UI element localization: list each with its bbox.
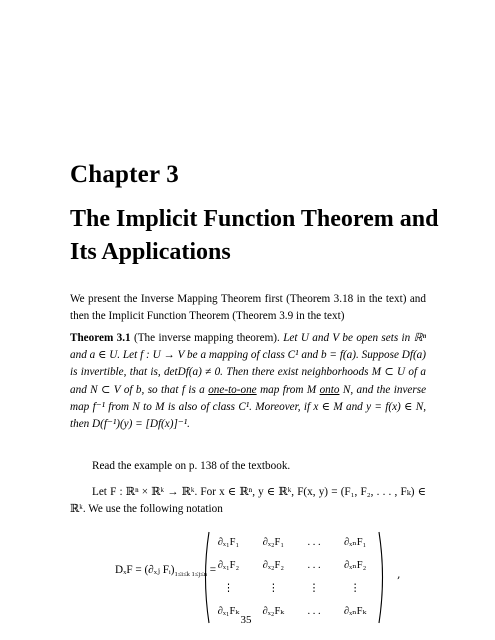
lhs-expression: DₓF = (∂ₓⱼ Fᵢ) — [115, 564, 175, 576]
theorem-underline-2: onto — [319, 383, 340, 396]
theorem-underline-1: one-to-one — [208, 383, 257, 396]
matrix-cell: ∂ₓₙF₂ — [343, 560, 367, 572]
chapter-title: The Implicit Function Theorem and Its Applications — [70, 206, 439, 265]
theorem-block — [70, 330, 426, 433]
jacobian-matrix — [209, 532, 375, 622]
notation-paragraph: Let F : ℝⁿ × ℝᵏ → ℝᵏ. For x ∈ ℝⁿ, y ∈ ℝᵏ, F(x, y) = (F₁, F₂, . . . , Fₖ) ∈ ℝᵏ. We use the following notation — [70, 486, 426, 516]
read-example-paragraph: Read the example on p. 138 of the textbook. — [92, 460, 291, 472]
matrix-cell: . . . — [307, 537, 321, 549]
theorem-body-2: map from M — [260, 383, 317, 396]
jacobian-equation — [115, 530, 415, 625]
matrix-right-paren — [377, 530, 387, 625]
intro-paragraph: We present the Inverse Mapping Theorem first (Theorem 3.18 in the text) and then the Implicit Function Theorem (Theorem 3.9 in the text) — [70, 293, 426, 323]
matrix-cell: . . . — [307, 605, 321, 617]
matrix-cell: ∂ₓₙFₖ — [343, 605, 367, 617]
matrix-cell: ∂ₓ₁F₁ — [217, 537, 240, 549]
chapter-label: Chapter 3 — [70, 161, 179, 188]
lhs-subscript: 1≤i≤k 1≤j≤n — [174, 571, 207, 578]
matrix-cell: ∂ₓ₂F₂ — [262, 560, 285, 572]
theorem-name: (The inverse mapping theorem). — [134, 332, 280, 344]
theorem-body-3: N, and the inverse map f⁻¹ from N to M is also of class C¹. Moreover, if x ∈ M and y = f(x) ∈ N, then D(f⁻¹)(y) = [Df(x)]⁻¹. — [70, 383, 427, 431]
theorem-body-1: Let U and V be open sets in ℝⁿ and a ∈ U. Let f : U → V be a mapping of class C¹ and b = f(a). Suppose Df(a) is invertible, that is, detDf(a) ≠ 0. Then there exist neighborhoods M ⊂ U of a and N ⊂ V of b, so that f is a — [70, 332, 426, 396]
matrix-cell: . . . — [307, 560, 321, 572]
matrix-cell: ⋮ — [349, 582, 361, 594]
matrix-cell: ⋮ — [268, 582, 279, 594]
matrix-cell: ⋮ — [223, 582, 234, 594]
matrix-cell: ∂ₓ₂F₁ — [262, 537, 285, 549]
equation-comma: , — [397, 568, 401, 581]
theorem-number: Theorem 3.1 — [70, 332, 131, 344]
matrix-cell: ⋮ — [308, 582, 320, 594]
page-number: 35 — [240, 614, 252, 626]
matrix-cell: ∂ₓₙF₁ — [343, 537, 367, 549]
matrix-cell: ∂ₓ₁F₂ — [217, 560, 240, 572]
matrix-cell: ∂ₓ₂Fₖ — [262, 605, 285, 617]
equals-sign: = — [209, 564, 217, 576]
matrix-cell: ∂ₓ₁Fₖ — [217, 605, 240, 617]
